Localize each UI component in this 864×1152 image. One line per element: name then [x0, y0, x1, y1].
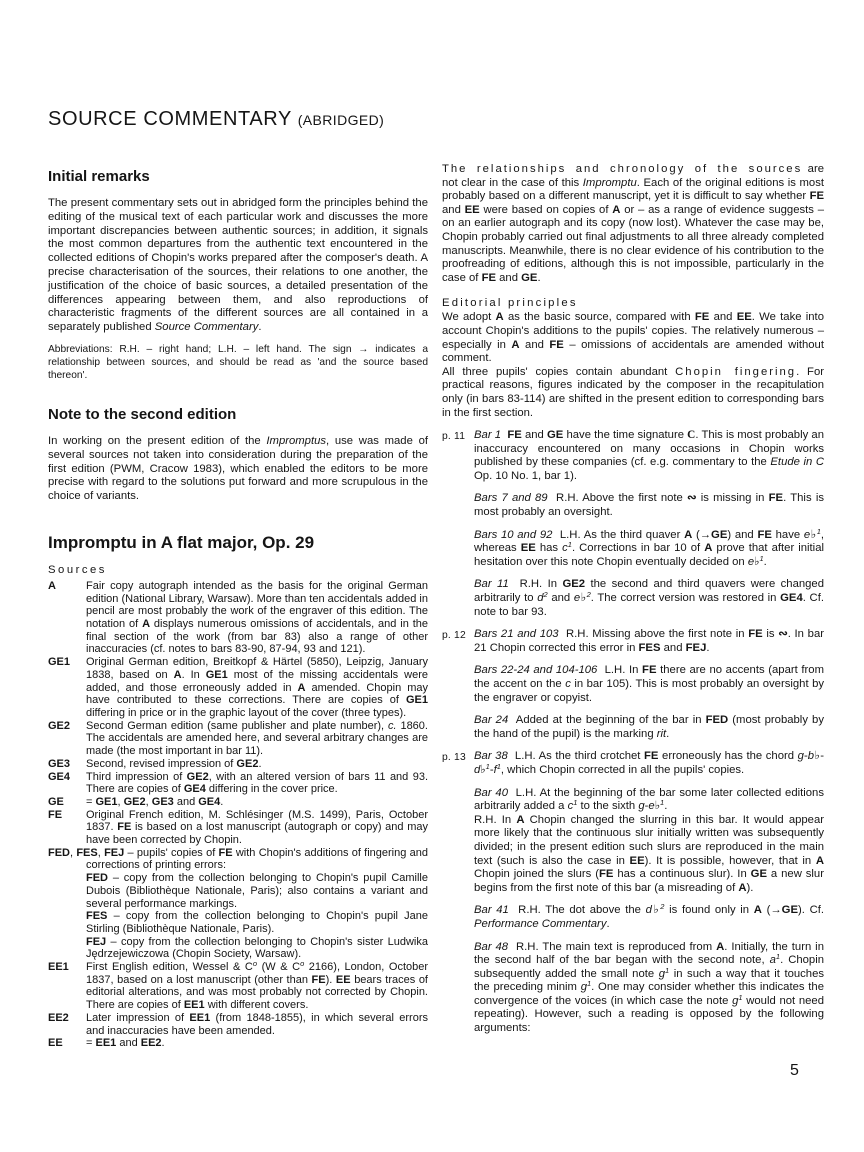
- source-text: Fair copy autograph intended as the basis for the original German edition (National Library, Warsaw). More than ten accidentals added in pencil are most probably the work of the engraver of this edition. The notation of A displays numerous omissions of accidentals, and in the final section of the work (from bar 83) also a range of other inaccuracies (cf. notes to bars 83-90, 87-94, 93 and 121).: [86, 579, 428, 656]
- initial-remarks-paragraph: The present commentary sets out in abridged form the principles behind the editing of the musical text of each particular work and discusses the more important discrepancies between authentic sources; in addition, it signals the most common departures from the authentic text encountered in the collected editions of Chopin's works prepared after the composer's death. A precise characterisation of the sources, their relations to one another, the justification of the choice of basic sources, a detailed presentation of the differences appearing between them, and also reproductions of characteristic fragments of the different sources are all contained in a separately published Source Commentary.: [48, 197, 428, 334]
- source-entry-FE: [48, 809, 428, 847]
- bar-note-22-24-104-106: [474, 664, 824, 705]
- bar-note-41: [474, 904, 824, 931]
- page-title-main: SOURCE COMMENTARY: [48, 108, 292, 130]
- sources-label: Sources: [48, 563, 107, 576]
- bar-note-text: Bar 24 Added at the beginning of the bar in FED (most probably by the hand of the pupil) is the marking rit.: [474, 714, 824, 740]
- source-text: Second, revised impression of GE2.: [86, 757, 262, 770]
- page-title: [48, 108, 428, 132]
- bar-note-text: Bar 11 R.H. In GE2 the second and third quavers were changed arbitrarily to $d^2$ and e♭$^2$. The correct version was restored in GE4. Cf. note to bar 93.: [474, 578, 824, 618]
- two-column-layout: [48, 108, 824, 1050]
- source-siglum: GE2: [48, 719, 71, 732]
- margin-page-ref: p. 13: [442, 752, 466, 764]
- source-entry-EE: [48, 1037, 428, 1050]
- source-entry-EE2: [48, 1012, 428, 1037]
- bar-note-40: [474, 787, 824, 896]
- margin-page-ref: p. 11: [442, 431, 466, 443]
- source-siglum: GE3: [48, 757, 71, 770]
- source-entry-GE: [48, 796, 428, 809]
- editorial-principles-label: Editorial principles: [442, 297, 578, 310]
- second-edition-paragraph: In working on the present edition of the Impromptus, use was made of several sources not taken into consideration during the preparation of the first edition (PWM, Cracow 1983), which enabled the editors to be more precise with regard to the solutions put forward and more scrupulous in the choice of variants.: [48, 434, 428, 503]
- margin-page-ref: p. 12: [442, 630, 466, 642]
- bar-note-24: [474, 714, 824, 741]
- source-text: Original German edition, Breitkopf & Härtel (5850), Leipzig, January 1838, based on A. In GE1 most of the missing accidentals were added, and those erroneously added in A amended. Chopin may have contributed to these corrections. There are copies of GE1 differing in price or in the graphic layout of the cover (three types).: [86, 656, 428, 719]
- source-text: = GE1, GE2, GE3 and GE4.: [86, 795, 224, 808]
- page-number: 5: [790, 1062, 799, 1079]
- source-entry-GE3: [48, 758, 428, 771]
- bar-note-text: Bar 48 R.H. The main text is reproduced from A. Initially, the turn in the second half of the bar began with the second note, $a^1$. Chopin subsequently added the small note $g^1$ in such a way that it touches the preceding minim $g^1$. One may consider whether this indicates the convergence of the voices (in which case the note $g^1$ would not need repeating). However, such a reading is opposed by the following arguments:: [474, 940, 825, 1035]
- bar-notes-list: [442, 429, 824, 1036]
- source-siglum: GE4: [48, 770, 71, 783]
- bar-note-text: Bars 10 and 92 L.H. As the third quaver A (→GE) and FE have e♭$^1$, whereas EE has $c^1$. Corrections in bar 10 of A prove that after initial hesitation over this note Chopin eventually decided on e♭$^1$.: [474, 526, 824, 568]
- source-entry-GE1: [48, 656, 428, 720]
- bar-note-11: [474, 578, 824, 619]
- source-siglum: EE1: [48, 961, 69, 974]
- bar-note-1: [442, 429, 824, 483]
- bar-note-7-89: [474, 492, 824, 519]
- bar-note-text: Bar 40 L.H. At the beginning of the bar some later collected editions arbitrarily added a $c^1$ to the sixth g-e♭$^1$. R.H. In A Chopin changed the slurring in this bar. It would appear more likely that the continuous slur initially written was subsequently divided; in the present edition such slurs are reproduced in the main text (such is also the case in EE). It is possible, however, that in A Chopin joined the slurs (FE has a continuous slur). In GE a new slur begins from the first note of this bar (a misreading of A).: [474, 786, 825, 894]
- source-entry-FED-FES-FEJ: FED, FES, FEJ – pupils' copies of FE with Chopin's additions of fingering and corrections of printing errors: FED – copy from the collection belonging to Chopin's pupil Camille Dubois (Bibliothèque Nationale, Paris); also contains a variant and several performance markings. FES – copy from the collection belonging to Chopin's pupil Jane Stirling (Bibliothèque Nationale, Paris). FEJ – copy from the collection belonging to Chopin's sister Ludwika Jędrzejewiczowa (Chopin Society, Warsaw).: [48, 846, 428, 961]
- source-text: Later impression of EE1 (from 1848-1855), in which several errors and inaccuracies have been amended.: [86, 1011, 428, 1037]
- editorial-paragraph-1: We adopt A as the basic source, compared with FE and EE. We take into account Chopin's additions to the pupils' copies. The relatively numerous – especially in A and FE – omissions of accidentals are amended without comment.: [442, 311, 824, 365]
- abbreviations-paragraph: Abbreviations: R.H. – right hand; L.H. – left hand. The sign → indicates a relationship between sources, and should be read as 'and the source based thereon'.: [48, 343, 428, 381]
- source-text: First English edition, Wessel & $C^o$ (W & $C^o$ 2166), London, October 1837, based on a lost manuscript (other than FE). EE bears traces of editorial alterations, and was most probably not corrected by Chopin. There are copies of EE1 with different covers.: [86, 959, 429, 1012]
- bar-note-text: Bar 41 R.H. The dot above the d♭$^2$ is found only in A (→GE). Cf. Performance Commentary.: [474, 902, 825, 930]
- source-entry-A: [48, 580, 428, 656]
- bar-note-text: Bar 1 FE and GE have the time signature C. This is most probably an inaccuracy encountered on many occasions in Chopin works published by these companies (cf. e.g. commentary to the Etude in C Op. 10 No. 1, bar 1).: [474, 429, 824, 482]
- bar-note-38: [442, 750, 824, 777]
- heading-impromptu: Impromptu in A flat major, Op. 29: [48, 532, 315, 552]
- right-column: [442, 163, 824, 1050]
- heading-second-edition-note: Note to the second edition: [48, 405, 237, 423]
- source-siglum: EE2: [48, 1011, 69, 1024]
- source-text: Original French edition, M. Schlésinger (M.S. 1499), Paris, October 1837. FE is based on a lost manuscript (autograph or copy) and may have been corrected by Chopin.: [86, 808, 428, 847]
- bar-note-text: Bars 22-24 and 104-106 L.H. In FE there are no accents (apart from the accent on the c in bar 105). This is most probably an oversight by the engraver or copyist.: [474, 664, 825, 704]
- source-siglum: EE: [48, 1037, 63, 1050]
- source-entry-EE1: [48, 961, 428, 1012]
- bar-note-48: [474, 941, 824, 1036]
- sources-relationship-paragraph: The relationships and chronology of the sources are not clear in the case of this Impromptu. Each of the original editions is most probably based on a different manuscript, yet it is difficult to say whether FE and EE were based on copies of A or – as a range of evidence suggests – on an earlier autograph and its copy (now lost). Whatever the case may be, Chopin probably carried out final adjustments to all three already completed manuscripts. Meanwhile, there is no clear evidence of his contribution to the proofreading of editions, although this is not impossible, particularly in the case of FE and GE.: [442, 163, 824, 284]
- bar-note-text: Bars 21 and 103 R.H. Missing above the first note in FE is ∾. In bar 21 Chopin corrected this error in FES and FEJ.: [474, 628, 824, 654]
- bar-note-21-103: [442, 628, 824, 655]
- source-text: = EE1 and EE2.: [86, 1037, 165, 1050]
- heading-initial-remarks: Initial remarks: [48, 168, 150, 185]
- source-text: Third impression of GE2, with an altered version of bars 11 and 93. There are copies of GE4 differing in the cover price.: [86, 770, 428, 796]
- sources-list: [48, 580, 428, 1050]
- source-siglum: GE1: [48, 656, 71, 669]
- source-siglum: FE: [48, 808, 63, 821]
- source-entry-GE4: [48, 771, 428, 796]
- source-siglum: A: [48, 579, 56, 592]
- source-siglum: GE: [48, 795, 64, 808]
- left-column: [48, 108, 428, 1050]
- source-text: Second German edition (same publisher and plate number), c. 1860. The accidentals are amended here, and several arbitrary changes are made (the most important in bar 11).: [86, 719, 428, 758]
- source-entry-GE2: [48, 720, 428, 758]
- editorial-paragraph-2: All three pupils' copies contain abundant Chopin fingering. For practical reasons, figures indicated by the composer in the recapitulation only (in bars 83-114) are shifted in the present edition to corresponding bars in the first section.: [442, 365, 824, 419]
- bar-note-text: Bar 38 L.H. As the third crotchet FE erroneously has the chord $g-b♭-d♭^1-f^1$, which Chopin corrected in all the pupils' copies.: [474, 750, 824, 776]
- page-title-suffix: (ABRIDGED): [297, 112, 385, 128]
- bar-note-text: Bars 7 and 89 R.H. Above the first note ∾ is missing in FE. This is most probably an oversight.: [474, 492, 824, 519]
- bar-note-10-92: [474, 526, 824, 570]
